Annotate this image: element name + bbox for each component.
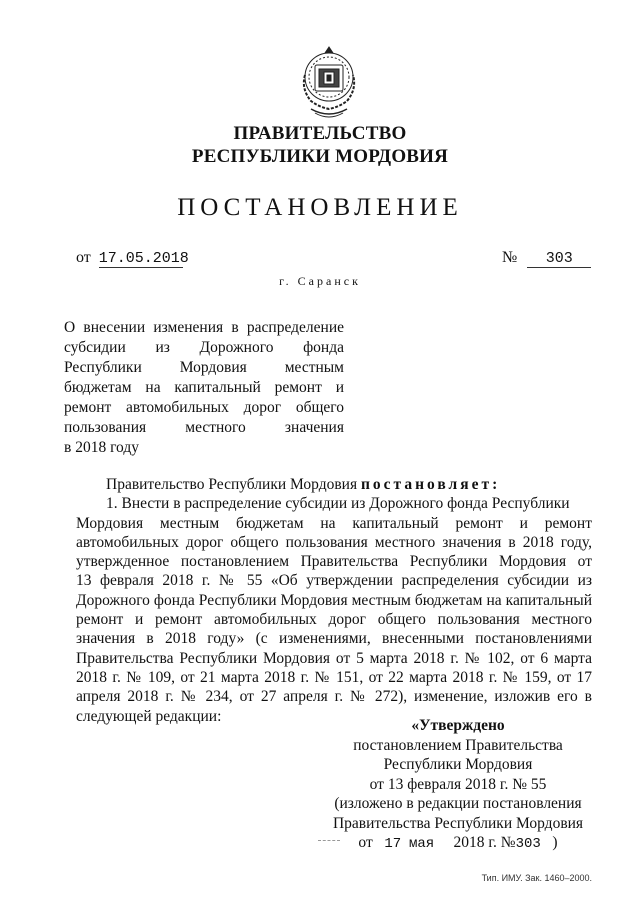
- org-name-line1: ПРАВИТЕЛЬСТВО: [233, 123, 407, 144]
- intro-text: Правительство Республики Мордовия: [106, 476, 361, 493]
- document-type-title: ПОСТАНОВЛЕНИЕ: [177, 194, 463, 221]
- body-line: Дорожного фонда Республики Мордовия местным бюджетам на капитальный: [76, 591, 592, 609]
- document-date: [76, 249, 189, 268]
- document-number: [502, 249, 591, 268]
- from-year: 2018 г.: [453, 834, 497, 851]
- body-line: Правительства Республики Мордовия от 5 марта 2018 г. № 102, от 6 марта: [76, 649, 592, 667]
- approval-line: постановлением Правительства: [353, 736, 563, 754]
- document-body: [76, 475, 592, 726]
- from-close: ): [552, 834, 558, 851]
- approval-block: [326, 716, 590, 855]
- body-line: Мордовия местным бюджетам на капитальный ремонт и ремонт: [76, 514, 592, 532]
- print-note: Тип. ИМУ. Зак. 1460–2000.: [481, 873, 592, 883]
- subject-line: в 2018 году: [64, 439, 139, 456]
- approval-title: «Утверждено: [411, 717, 505, 734]
- number-prefix: №: [502, 249, 518, 266]
- org-name-line2: РЕСПУБЛИКИ МОРДОВИЯ: [191, 146, 449, 167]
- approval-line: Республики Мордовия: [383, 756, 533, 773]
- body-line: апреля 2018 г. № 234, от 27 апреля г. № 272), изменение, изложив его в: [76, 688, 592, 706]
- from-num-prefix: №: [500, 834, 516, 851]
- subject-line: бюджетам на капитальный ремонт и: [64, 379, 344, 396]
- divider: [318, 840, 340, 841]
- from-prefix: от: [358, 834, 373, 851]
- coat-of-arms-icon: [297, 45, 361, 123]
- approval-line: (изложено в редакции постановления: [334, 795, 582, 812]
- intro-verb: постановляет:: [360, 476, 501, 493]
- body-line: значения в 2018 году» (с изменениями, внесенными постановлениями: [76, 630, 592, 648]
- subject-line: ремонт автомобильных дорог общего: [64, 399, 344, 416]
- document-subject: [64, 318, 344, 458]
- body-line: 1. Внести в распределение субсидии из Дорожного фонда Республики: [106, 495, 570, 513]
- approval-line: Правительства Республики Мордовия: [332, 814, 584, 832]
- subject-line: пользования местного значения: [64, 419, 344, 436]
- body-line: 13 февраля 2018 г. № 55 «Об утверждении распределения субсидии из: [76, 572, 592, 590]
- approval-amendment-date: [326, 833, 590, 855]
- body-line: следующей редакции:: [76, 707, 222, 725]
- from-month: мая: [408, 836, 435, 852]
- body-line: ремонт и ремонт автомобильных дорог общего пользования местного: [76, 611, 592, 629]
- body-intro: [76, 475, 592, 494]
- from-day: 17: [384, 836, 402, 852]
- date-prefix: от: [76, 249, 91, 266]
- subject-line: О внесении изменения в распределение: [64, 319, 344, 336]
- from-num: 303: [515, 836, 541, 852]
- city: г. Саранск: [279, 274, 361, 288]
- subject-line: Республики Мордовия местным: [64, 359, 344, 376]
- body-line: автомобильных дорог общего пользования местного значения в 2018 году,: [76, 533, 592, 551]
- approval-line: от 13 февраля 2018 г. № 55: [369, 775, 547, 793]
- body-line: утвержденное постановлением Правительства Республики Мордовия от: [76, 553, 592, 571]
- subject-line: субсидии из Дорожного фонда: [64, 339, 344, 356]
- body-line: 2018 г. № 109, от 21 марта 2018 г. № 151, от 22 марта 2018 г. № 159, от 17: [76, 668, 592, 686]
- number-value: 303: [527, 250, 591, 268]
- date-value: 17.05.2018: [98, 250, 189, 267]
